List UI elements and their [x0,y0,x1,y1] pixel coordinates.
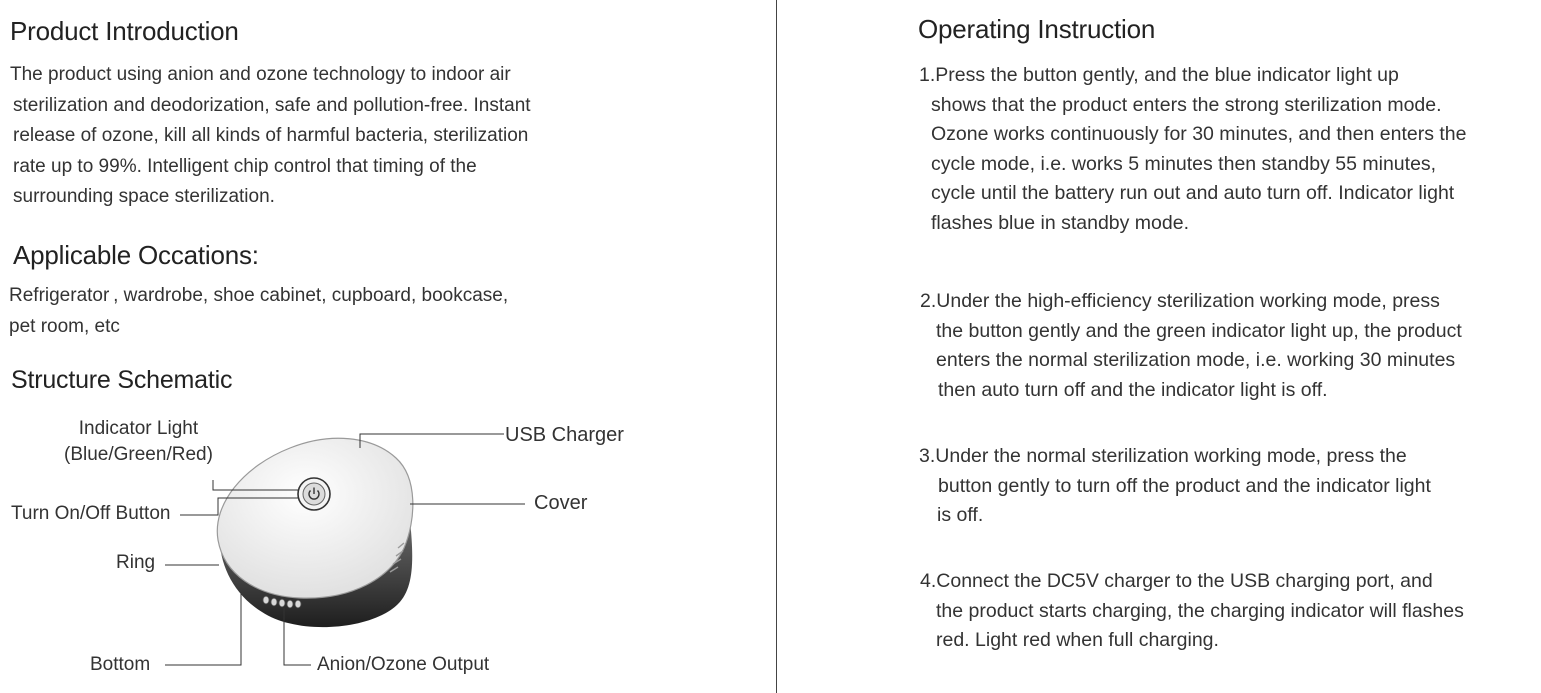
occasions-title: Applicable Occations: [13,240,259,270]
occasions-line: Refrigerator , wardrobe, shoe cabinet, cupboard, bookcase, [9,285,509,306]
column-divider [776,0,777,693]
usb-charger-label: USB Charger [505,424,624,446]
intro-line: release of ozone, kill all kinds of harmful bacteria, sterilization [13,125,529,146]
step-4: 4.Connect the DC5V charger to the USB charging port, and the product starts charging, the charging indicator will flashes red. Light red when full charging. [920,570,1464,651]
intro-title: Product Introduction [10,16,239,46]
intro-paragraph [10,60,531,213]
intro-line: sterilization and deodorization, safe and pollution-free. Instant [13,94,531,116]
intro-line: The product using anion and ozone technology to indoor air [10,64,511,85]
bottom-label: Bottom [90,654,151,675]
ring-label: Ring [116,552,156,573]
occasions-line: pet room, etc [9,315,120,337]
button-label: Turn On/Off Button [11,503,171,524]
indicator-light-label: Indicator Light (Blue/Green/Red) [64,418,213,465]
step-1: 1.Press the button gently, and the blue indicator light up shows that the product enters the strong sterilization mode. Ozone works continuously for 30 minutes, and then enters the cycle mode, i.e. works 5 minutes then standby 55 minutes, cycle until the battery run out and auto turn off. Indicator light flashes blue in standby mode. [919,64,1467,234]
operating-title: Operating Instruction [918,14,1156,44]
cover-label: Cover [534,492,588,514]
step-3: 3.Under the normal sterilization working mode, press the button gently to turn off the product and the indicator light is off. [919,445,1431,526]
step-2: 2.Under the high-efficiency sterilization working mode, press the button gently and the green indicator light up, the product enters the normal sterilization mode, i.e. working 30 minutes then auto turn off and the indicator light is off. [920,290,1462,401]
intro-line: surrounding space sterilization. [13,186,275,207]
occasions-paragraph [9,281,508,342]
intro-line: rate up to 99%. Intelligent chip control that timing of the [13,155,477,177]
structure-title: Structure Schematic [11,366,233,394]
device-cover [217,438,413,598]
output-label: Anion/Ozone Output [317,654,490,675]
